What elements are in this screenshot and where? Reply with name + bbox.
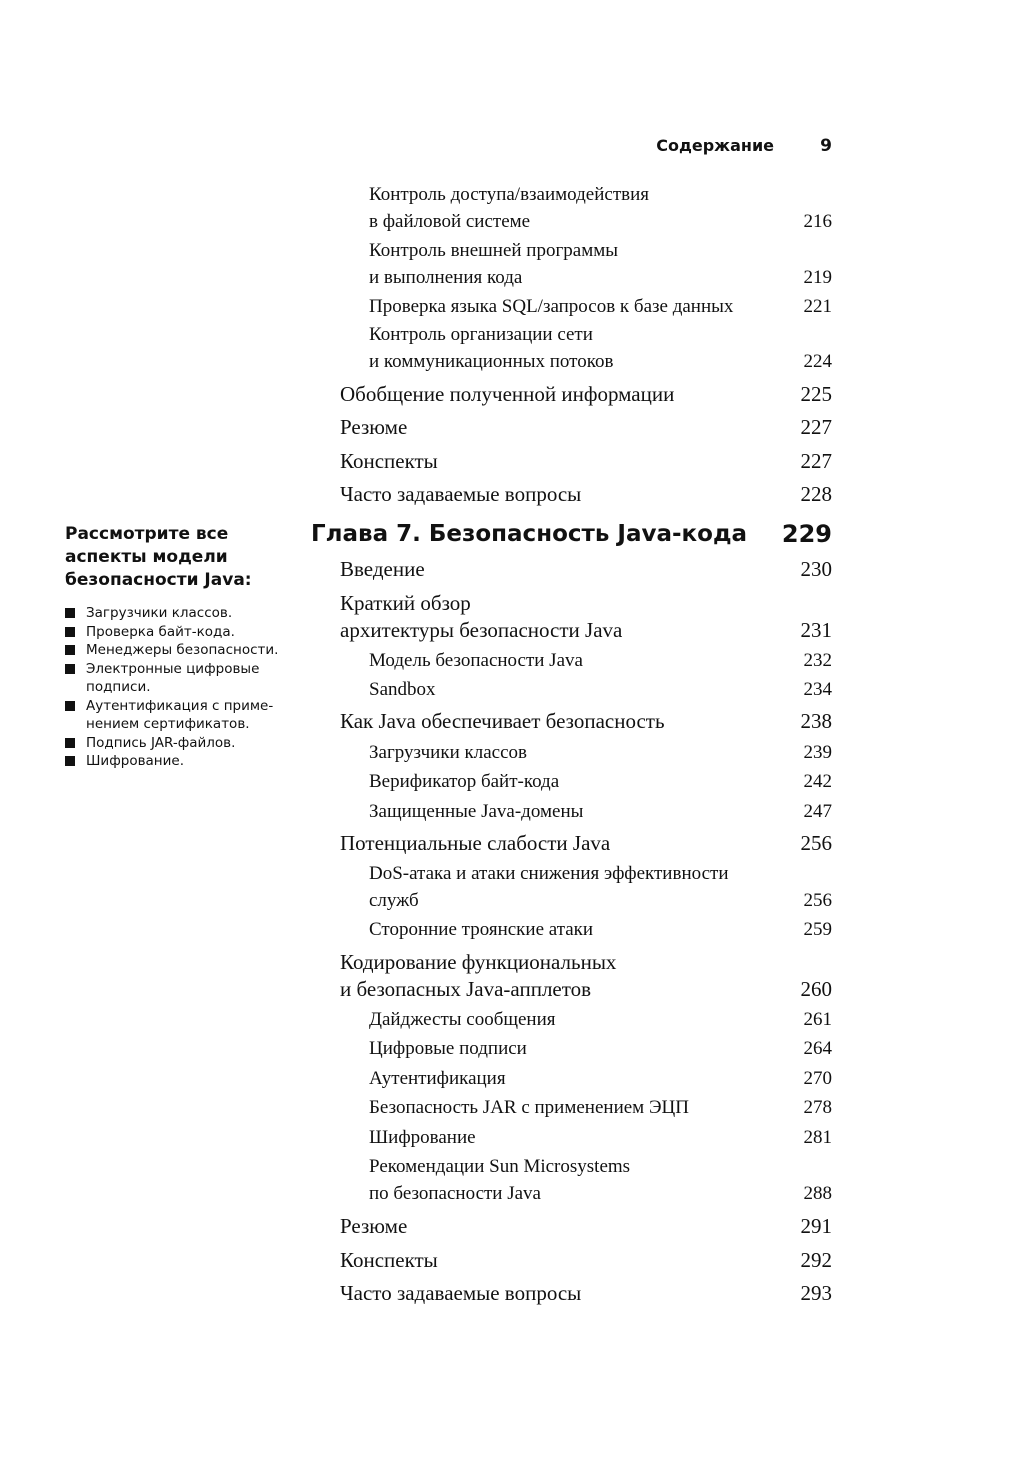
toc-page-number: 261 — [803, 1009, 832, 1030]
toc-entry[interactable] — [340, 1247, 832, 1274]
sidebar-item-line: подписи. — [86, 679, 151, 695]
sidebar-item-line: Менеджеры безопасности. — [86, 642, 279, 658]
sidebar-title — [65, 523, 295, 592]
toc-page-number: 293 — [800, 1281, 832, 1305]
toc-page-number: 292 — [800, 1248, 832, 1272]
toc-page-number: 242 — [803, 771, 832, 792]
toc-entry[interactable] — [369, 1006, 832, 1033]
sidebar-list-item — [65, 734, 295, 753]
toc-page-number: 232 — [803, 650, 832, 671]
toc-entry[interactable] — [369, 1094, 832, 1121]
sidebar-title-line: Рассмотрите все — [65, 524, 229, 544]
toc-entry-line: архитектуры безопасности Java — [340, 618, 623, 642]
toc-page-number: 216 — [803, 211, 832, 232]
toc-entry-line: служб — [369, 890, 419, 911]
toc-page-number: 221 — [803, 296, 832, 317]
sidebar-note — [65, 523, 295, 771]
toc-page-number: 288 — [803, 1183, 832, 1204]
toc-page-number: 247 — [803, 801, 832, 822]
square-bullet-icon — [65, 701, 75, 711]
toc-page-number: 230 — [800, 557, 832, 581]
sidebar-item-line: Подпись JAR-файлов. — [86, 734, 236, 751]
sidebar-item-line: Аутентификация с приме- — [86, 697, 274, 714]
toc-entry-line: Сторонние троянские атаки — [369, 919, 594, 940]
toc-entry[interactable] — [369, 798, 832, 825]
sidebar-list-item — [65, 752, 295, 771]
toc-entry-line: и выполнения кода — [369, 267, 523, 288]
toc-entry[interactable] — [369, 1153, 832, 1207]
toc-entry[interactable] — [369, 1035, 832, 1062]
toc-page-number: 281 — [803, 1127, 832, 1148]
toc-entry[interactable] — [340, 381, 832, 408]
toc-page-number: 256 — [800, 831, 832, 855]
toc-page-number: 259 — [803, 919, 832, 940]
toc-entry[interactable] — [369, 321, 832, 375]
toc-entry-line: в файловой системе — [369, 211, 531, 232]
toc-entry-line: Цифровые подписи — [369, 1038, 527, 1059]
toc-entry[interactable] — [340, 448, 832, 475]
toc-entry-line: и коммуникационных потоков — [369, 351, 614, 372]
toc-entry[interactable] — [369, 647, 832, 674]
chapter-title: Глава 7. Безопасность Java-кода — [311, 521, 748, 547]
toc-entry-line: Шифрование — [369, 1127, 476, 1148]
sidebar-list — [65, 604, 295, 771]
toc-entry[interactable] — [340, 1280, 832, 1307]
toc-entry-line: Верификатор байт-кода — [369, 771, 560, 792]
square-bullet-icon — [65, 664, 75, 674]
sidebar-title-line: аспекты модели — [65, 547, 228, 567]
toc-entry-line: Sandbox — [369, 679, 436, 700]
toc-entry[interactable] — [369, 237, 832, 291]
toc-entry-line: Краткий обзор — [340, 591, 471, 615]
toc-entry[interactable] — [340, 481, 832, 508]
toc-page-number: 278 — [803, 1097, 832, 1118]
toc-entry[interactable] — [340, 414, 832, 441]
toc-entry-line: Контроль доступа/взаимодействия — [369, 184, 650, 205]
toc-entry[interactable] — [340, 556, 832, 583]
toc-entry[interactable] — [340, 1213, 832, 1240]
toc-page-number: 291 — [800, 1214, 832, 1238]
toc-entry-line: Конспекты — [340, 449, 438, 473]
toc-entry-line: DoS-атака и атаки снижения эффективности — [369, 863, 729, 884]
toc-page-number: 227 — [800, 415, 832, 439]
toc-entry[interactable] — [369, 916, 832, 943]
sidebar-list-item — [65, 697, 295, 734]
toc-entry-line: Часто задаваемые вопросы — [340, 482, 582, 506]
toc-entry[interactable] — [369, 676, 832, 703]
toc-page-number: 225 — [800, 382, 832, 406]
toc-page-number: 260 — [800, 977, 832, 1001]
toc-page-number: 219 — [803, 267, 832, 288]
square-bullet-icon — [65, 608, 75, 618]
sidebar-title-line: безопасности Java: — [65, 570, 252, 590]
toc-entry-line: и безопасных Java-апплетов — [340, 977, 592, 1001]
toc-entry-line: Защищенные Java-домены — [369, 801, 584, 822]
toc-page-number: 234 — [803, 679, 832, 700]
square-bullet-icon — [65, 756, 75, 766]
toc-entry[interactable] — [369, 768, 832, 795]
toc-entry-line: Резюме — [340, 415, 408, 439]
toc-entry-line: Аутентификация — [369, 1068, 506, 1089]
toc-entry[interactable] — [369, 860, 832, 914]
sidebar-list-item — [65, 641, 295, 660]
running-head-title: Содержание — [656, 136, 774, 155]
toc-page-number: 227 — [800, 449, 832, 473]
toc-entry-line: Контроль организации сети — [369, 324, 593, 345]
toc-entry[interactable] — [340, 590, 832, 644]
toc-entry-line: Рекомендации Sun Microsystems — [369, 1156, 631, 1177]
toc-entry[interactable] — [369, 739, 832, 766]
toc-page-number: 238 — [800, 709, 832, 733]
page-number: 9 — [820, 136, 832, 156]
toc-page-number: 256 — [803, 890, 832, 911]
toc-entry-line: Конспекты — [340, 1248, 438, 1272]
toc-entry[interactable] — [369, 1065, 832, 1092]
toc-entry-line: Проверка языка SQL/запросов к базе данных — [369, 296, 734, 317]
toc-entry-line: Введение — [340, 557, 425, 581]
toc-entry-line: Безопасность JAR с применением ЭЦП — [369, 1097, 689, 1118]
toc-entry[interactable] — [340, 708, 832, 735]
sidebar-item-line: Электронные цифровые — [86, 660, 260, 677]
toc-entry-line: Модель безопасности Java — [369, 650, 583, 671]
toc-page-number: 228 — [800, 482, 832, 506]
sidebar-list-item — [65, 660, 295, 697]
toc-entry-line: Потенциальные слабости Java — [340, 831, 611, 855]
sidebar-item-line: Проверка байт-кода. — [86, 623, 235, 640]
toc-page-number: 239 — [803, 742, 832, 763]
sidebar-item-line: Шифрование. — [86, 753, 185, 769]
chapter-page-number: 229 — [781, 520, 832, 548]
chapter-heading[interactable] — [311, 518, 832, 550]
square-bullet-icon — [65, 645, 75, 655]
toc-entry[interactable] — [369, 1124, 832, 1151]
toc-entry[interactable] — [369, 181, 832, 235]
toc-entry-line: Кодирование функциональных — [340, 950, 617, 974]
sidebar-item-line: Загрузчики классов. — [86, 605, 233, 621]
toc-page-number: 231 — [800, 618, 832, 642]
toc-entry-line: Контроль внешней программы — [369, 240, 619, 261]
toc-entry[interactable] — [340, 830, 832, 857]
toc-entry-line: Резюме — [340, 1214, 408, 1238]
toc-page-number: 270 — [803, 1068, 832, 1089]
sidebar-list-item — [65, 623, 295, 642]
sidebar-list-item — [65, 604, 295, 623]
square-bullet-icon — [65, 627, 75, 637]
toc-entry-line: по безопасности Java — [369, 1183, 541, 1204]
toc-entry-line: Обобщение полученной информации — [340, 382, 675, 406]
square-bullet-icon — [65, 738, 75, 748]
toc-page-number: 264 — [803, 1038, 832, 1059]
sidebar-item-line: нением сертификатов. — [86, 716, 250, 732]
toc-page-number: 224 — [803, 351, 832, 372]
toc-entry-line: Дайджесты сообщения — [369, 1009, 556, 1030]
toc-entry-line: Загрузчики классов — [369, 742, 527, 763]
toc-entry[interactable] — [369, 293, 832, 320]
toc-entry[interactable] — [340, 949, 832, 1003]
toc-entry-line: Как Java обеспечивает безопасность — [340, 709, 665, 733]
toc-entry-line: Часто задаваемые вопросы — [340, 1281, 582, 1305]
